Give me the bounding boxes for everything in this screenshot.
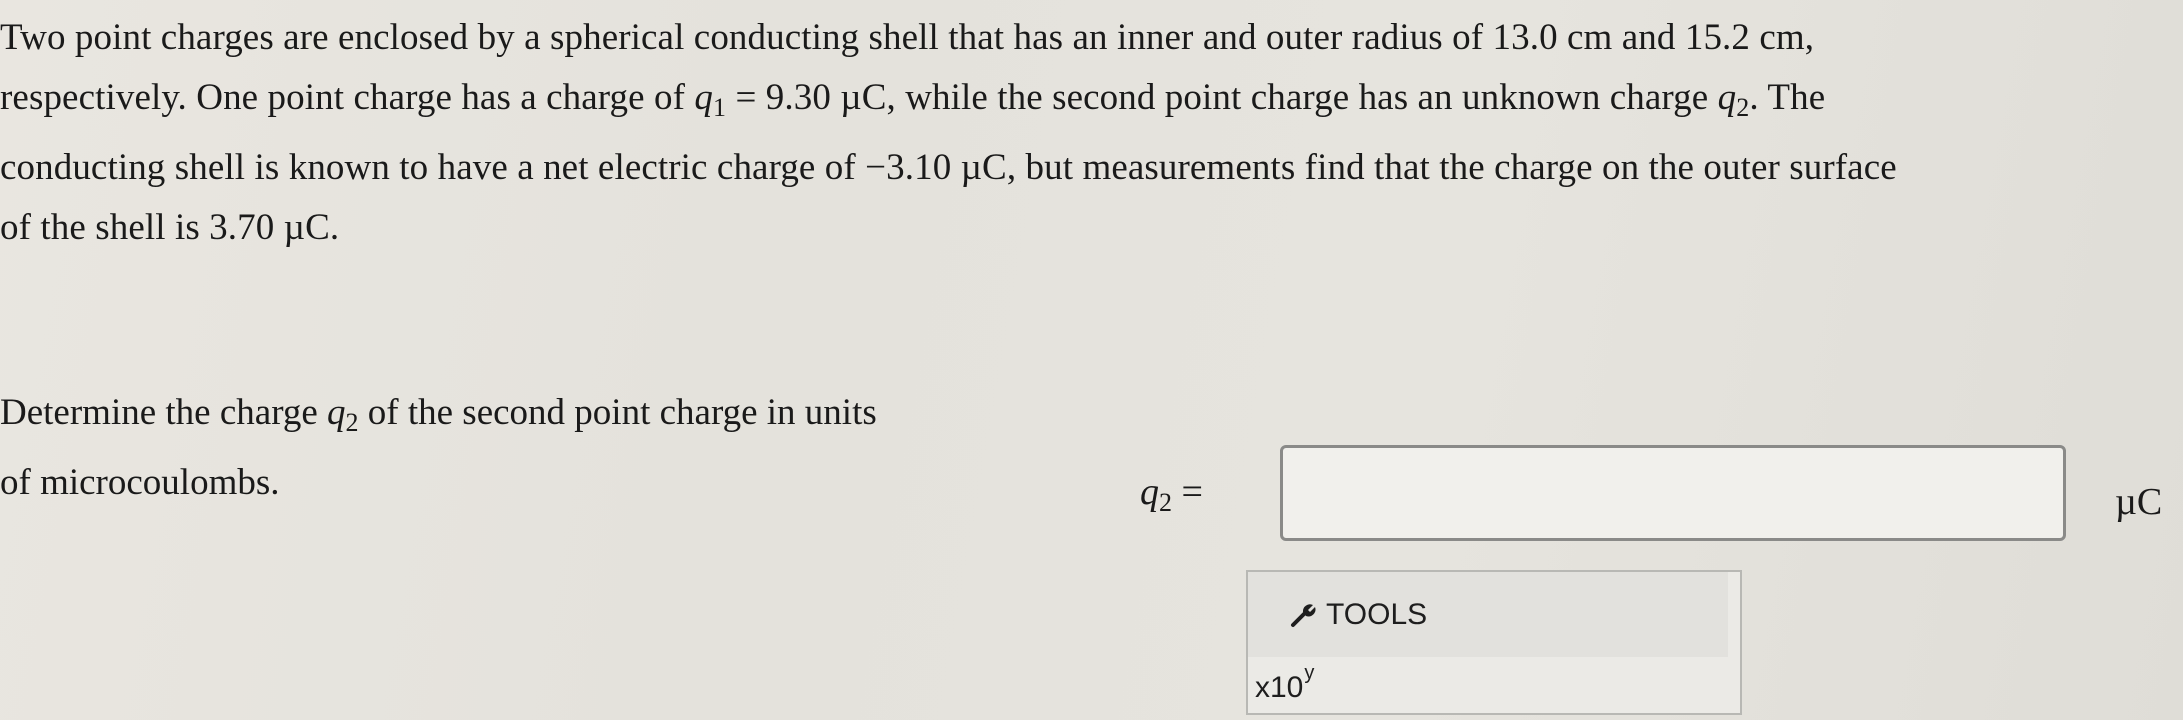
question-text-b: of the second point charge in units [358,392,877,433]
problem-line-4: of the shell is 3.70 µC. [0,207,340,248]
problem-line-2-text-a: respectively. One point charge has a charge of [0,77,695,118]
question-prompt [0,383,877,513]
tools-label: TOOLS [1326,598,1428,631]
tools-panel [1246,570,1742,715]
tools-button[interactable] [1290,598,1427,632]
problem-line-2-text-b: = 9.30 µC, while the second point charge has an unknown charge [726,77,1718,118]
q2-variable: q [1717,77,1737,118]
question-subscript: 2 [345,408,359,437]
wrench-icon [1290,602,1316,628]
answer-label [1140,470,1203,518]
problem-line-3: conducting shell is known to have a net electric charge of −3.10 µC, but measurements find that the charge on the outer surface [0,147,1897,188]
problem-line-2 [0,68,2180,138]
answer-input[interactable] [1280,445,2066,541]
problem-line-1: Two point charges are enclosed by a spherical conducting shell that has an inner and outer radius of 13.0 cm and 15.2 cm, [0,17,1815,58]
answer-label-equals: = [1172,471,1203,513]
question-line-1 [0,383,877,453]
scientific-notation-button[interactable] [1255,662,1314,705]
question-variable: q [327,392,346,433]
q2-subscript: 2 [1736,93,1750,122]
x10-exponent: y [1304,662,1315,684]
q1-subscript: 1 [713,93,727,122]
question-text-a: Determine the charge [0,392,328,433]
question-line-2: of microcoulombs. [0,462,280,503]
x10-base: x10 [1255,671,1304,704]
problem-line-2-text-c: . The [1749,77,1826,118]
q1-variable: q [694,77,714,118]
answer-label-subscript: 2 [1159,488,1172,517]
problem-statement [0,8,2180,258]
answer-label-variable: q [1140,471,1159,513]
unit-label: µC [2115,481,2163,523]
